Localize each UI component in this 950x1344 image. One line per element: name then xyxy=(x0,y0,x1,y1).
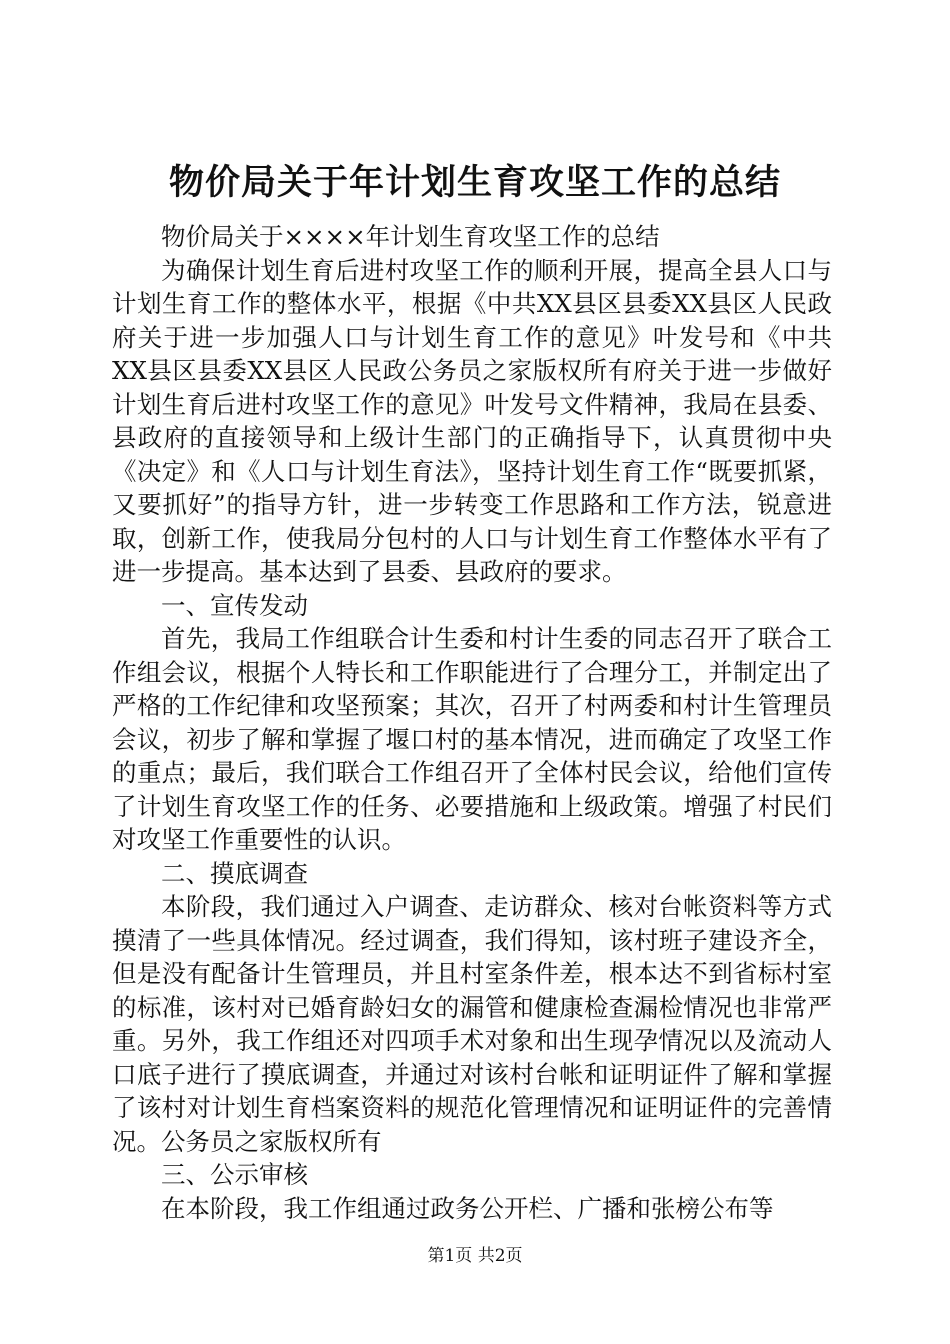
page-number-footer: 第1页 共2页 xyxy=(427,1246,523,1266)
subtitle-paragraph: 物价局关于××××年计划生育攻坚工作的总结 xyxy=(161,222,660,251)
document-body xyxy=(112,220,832,1225)
intro-paragraph: 为确保计划生育后进村攻坚工作的顺利开展，提高全县人口与计划生育工作的整体水平，根据《中共XX县区县委XX县区人民政府关于进一步加强人口与计划生育工作的意见》叶发号和《中共XX县区县委XX县区人民政公务员之家版权所有府关于进一步做好计划生育后进村攻坚工作的意见》叶发号文件精神，我局在县委、县政府的直接领导和上级计生部门的正确指导下，认真贯彻中央《决定》和《人口与计划生育法》，坚持计划生育工作“既要抓紧，又要抓好”的指导方针，进一步转变工作思路和工作方法，锐意进取，创新工作，使我局分包村的人口与计划生育工作整体水平有了进一步提高。基本达到了县委、县政府的要求。 xyxy=(112,255,832,586)
document-title: 物价局关于年计划生育攻坚工作的总结 xyxy=(168,162,781,203)
section-heading-3: 三、公示审核 xyxy=(161,1160,308,1189)
section-heading-2: 二、摸底调查 xyxy=(161,858,308,888)
section-3-paragraph: 在本阶段，我工作组通过政务公开栏、广播和张榜公布等 xyxy=(161,1193,774,1223)
section-heading-1: 一、宣传发动 xyxy=(161,590,308,620)
section-2-paragraph: 本阶段，我们通过入户调查、走访群众、核对台帐资料等方式摸清了一些具体情况。经过调查，我们得知，该村班子建设齐全，但是没有配备计生管理员，并且村室条件差，根本达不到省标村室的标准，该村对已婚育龄妇女的漏管和健康检查漏检情况也非常严重。另外，我工作组还对四项手术对象和出生现孕情况以及流动人口底子进行了摸底调查，并通过对该村台帐和证明证件了解和掌握了该村对计划生育档案资料的规范化管理情况和证明证件的完善情况。公务员之家版权所有 xyxy=(112,892,832,1156)
section-1-paragraph: 首先，我局工作组联合计生委和村计生委的同志召开了联合工作组会议，根据个人特长和工作职能进行了合理分工，并制定出了严格的工作纪律和攻坚预案；其次，召开了村两委和村计生管理员会议，初步了解和掌握了堰口村的基本情况，进而确定了攻坚工作的重点；最后，我们联合工作组召开了全体村民会议，给他们宣传了计划生育攻坚工作的任务、必要措施和上级政策。增强了村民们对攻坚工作重要性的认识。 xyxy=(112,624,832,854)
